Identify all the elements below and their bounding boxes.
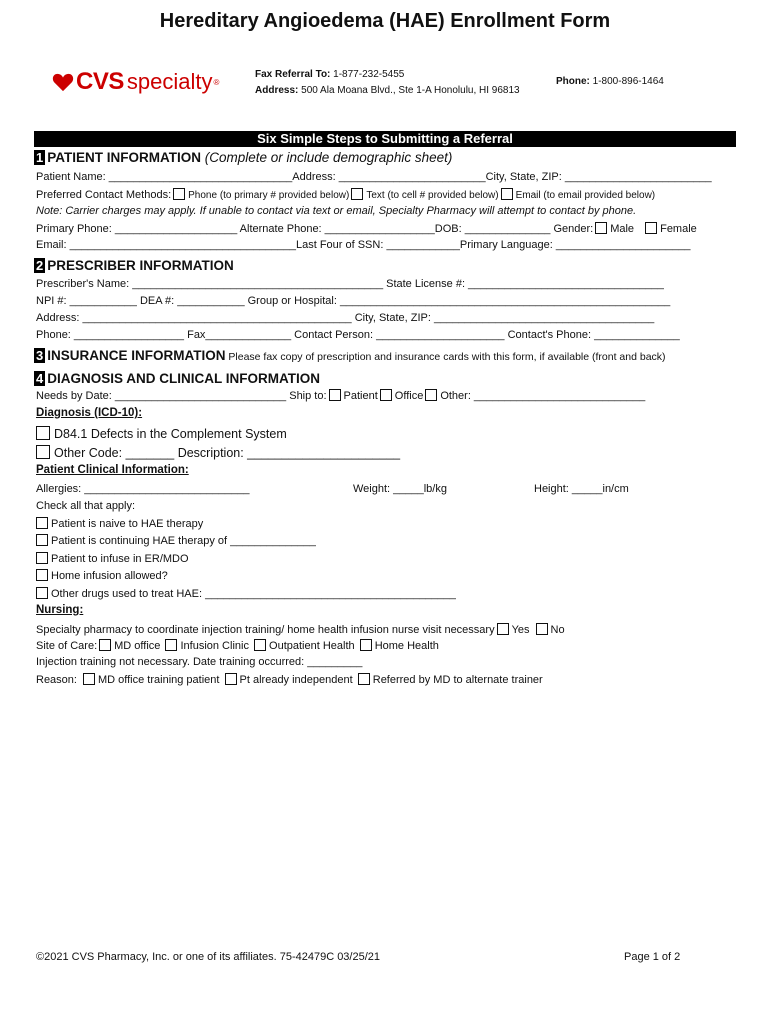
prescriber-name-field[interactable]: Prescriber's Name: _________________________________________ State License #: ________________________________ <box>36 278 664 290</box>
needs-by-ship-row: Needs by Date: ____________________________ Ship to: Patient Office Other: ____________________________ <box>36 390 646 402</box>
phone-dob-gender-row: Primary Phone: ____________________ Alternate Phone: __________________DOB: ______________ Gender: Male Female <box>36 223 697 235</box>
ship-office-checkbox[interactable] <box>380 389 392 401</box>
address-line: Address: 500 Ala Moana Blvd., Ste 1-A Honolulu, HI 96813 <box>255 85 520 96</box>
nursing-no-checkbox[interactable] <box>536 623 548 635</box>
section-4-header: 4 DIAGNOSIS AND CLINICAL INFORMATION <box>36 371 320 386</box>
dx-d84-checkbox[interactable] <box>36 426 50 440</box>
footer-page-number: Page 1 of 2 <box>624 951 681 963</box>
diagnosis-heading: Diagnosis (ICD-10): <box>36 407 143 419</box>
check-home-row: Home infusion allowed? <box>36 569 168 582</box>
home-infusion-checkbox[interactable] <box>36 569 48 581</box>
patient-name-field[interactable]: Patient Name: ______________________________Address: ________________________City, State, ZIP: ________________________ <box>36 171 712 183</box>
site-outpatient-checkbox[interactable] <box>254 639 266 651</box>
form-title: Hereditary Angioedema (HAE) Enrollment Form <box>159 10 611 32</box>
check-er-row: Patient to infuse in ER/MDO <box>36 552 189 565</box>
cvs-specialty-logo <box>52 68 219 96</box>
other-drugs-checkbox[interactable] <box>36 587 48 599</box>
continuing-checkbox[interactable] <box>36 534 48 546</box>
er-mdo-checkbox[interactable] <box>36 552 48 564</box>
ship-other-checkbox[interactable] <box>425 389 437 401</box>
section-2-header: 2 PRESCRIBER INFORMATION <box>36 258 234 273</box>
npi-dea-field[interactable]: NPI #: ___________ DEA #: ___________ Group or Hospital: ______________________________________________________ <box>36 295 671 307</box>
check-all-label: Check all that apply: <box>36 500 136 512</box>
training-row[interactable]: Injection training not necessary. Date training occurred: _________ <box>36 656 363 668</box>
heart-icon <box>52 72 74 92</box>
dx-other-checkbox[interactable] <box>36 445 50 459</box>
site-infusion-checkbox[interactable] <box>165 639 177 651</box>
weight-field[interactable]: Weight: _____lb/kg <box>353 483 447 495</box>
dx-d84-row: D84.1 Defects in the Complement System <box>36 426 287 441</box>
carrier-note: Note: Carrier charges may apply. If unable to contact via text or email, Specialty Pharmacy will attempt to contact by phone. <box>36 205 637 217</box>
fax-referral-line: Fax Referral To: 1-877-232-5455 <box>255 69 405 80</box>
logo-cvs-text: CVS <box>76 68 124 95</box>
site-of-care-row: Site of Care: MD office Infusion Clinic Outpatient Health Home Health <box>36 640 439 652</box>
footer-copyright: ©2021 CVS Pharmacy, Inc. or one of its affiliates. 75-42479C 03/25/21 <box>36 951 381 963</box>
prescriber-phone-field[interactable]: Phone: __________________ Fax______________ Contact Person: _____________________ Contact's Phone: ______________ <box>36 329 680 341</box>
nursing-yes-checkbox[interactable] <box>497 623 509 635</box>
nursing-row: Specialty pharmacy to coordinate injection training/ home health infusion nurse visit necessary Yes No <box>36 624 565 636</box>
phone-line: Phone: 1-800-896-1464 <box>556 76 664 87</box>
section-number: 1 <box>36 150 44 165</box>
contact-email-checkbox[interactable] <box>501 188 513 200</box>
clinical-info-heading: Patient Clinical Information: <box>36 464 189 476</box>
reason-referred-checkbox[interactable] <box>358 673 370 685</box>
check-continuing-row: Patient is continuing HAE therapy of ______________ <box>36 534 316 547</box>
logo-specialty-text: specialty <box>126 69 213 94</box>
section-3-header: 3 INSURANCE INFORMATION Please fax copy of prescription and insurance cards with this form, if available (front and back) <box>36 348 666 363</box>
naive-checkbox[interactable] <box>36 517 48 529</box>
site-home-checkbox[interactable] <box>360 639 372 651</box>
site-md-checkbox[interactable] <box>99 639 111 651</box>
contact-phone-checkbox[interactable] <box>173 188 185 200</box>
logo-registered-mark: ® <box>213 77 220 87</box>
steps-banner: Six Simple Steps to Submitting a Referral <box>34 131 736 147</box>
preferred-contact-row: Preferred Contact Methods: Phone (to primary # provided below) Text (to cell # provided below) Email (to email provided below) <box>36 189 656 201</box>
allergies-field[interactable]: Allergies: ___________________________ <box>36 483 250 495</box>
reason-md-office-checkbox[interactable] <box>83 673 95 685</box>
check-other-drugs-row: Other drugs used to treat HAE: _________________________________________ <box>36 587 456 600</box>
ship-patient-checkbox[interactable] <box>329 389 341 401</box>
email-ssn-language-field[interactable]: Email: _____________________________________Last Four of SSN: ____________Primary Language: ______________________ <box>36 239 691 251</box>
height-field[interactable]: Height: _____in/cm <box>534 483 629 495</box>
dx-other-row: Other Code: _______ Description: ______________________ <box>36 445 400 460</box>
gender-male-checkbox[interactable] <box>595 222 607 234</box>
gender-female-checkbox[interactable] <box>645 222 657 234</box>
section-1-header: 1 PATIENT INFORMATION (Complete or include demographic sheet) <box>36 150 453 165</box>
check-naive-row: Patient is naive to HAE therapy <box>36 517 203 530</box>
reason-row: Reason: MD office training patient Pt already independent Referred by MD to alternate trainer <box>36 674 543 686</box>
contact-text-checkbox[interactable] <box>351 188 363 200</box>
reason-independent-checkbox[interactable] <box>225 673 237 685</box>
nursing-heading: Nursing: <box>36 604 84 616</box>
prescriber-address-field[interactable]: Address: ____________________________________________ City, State, ZIP: ____________________________________ <box>36 312 655 324</box>
